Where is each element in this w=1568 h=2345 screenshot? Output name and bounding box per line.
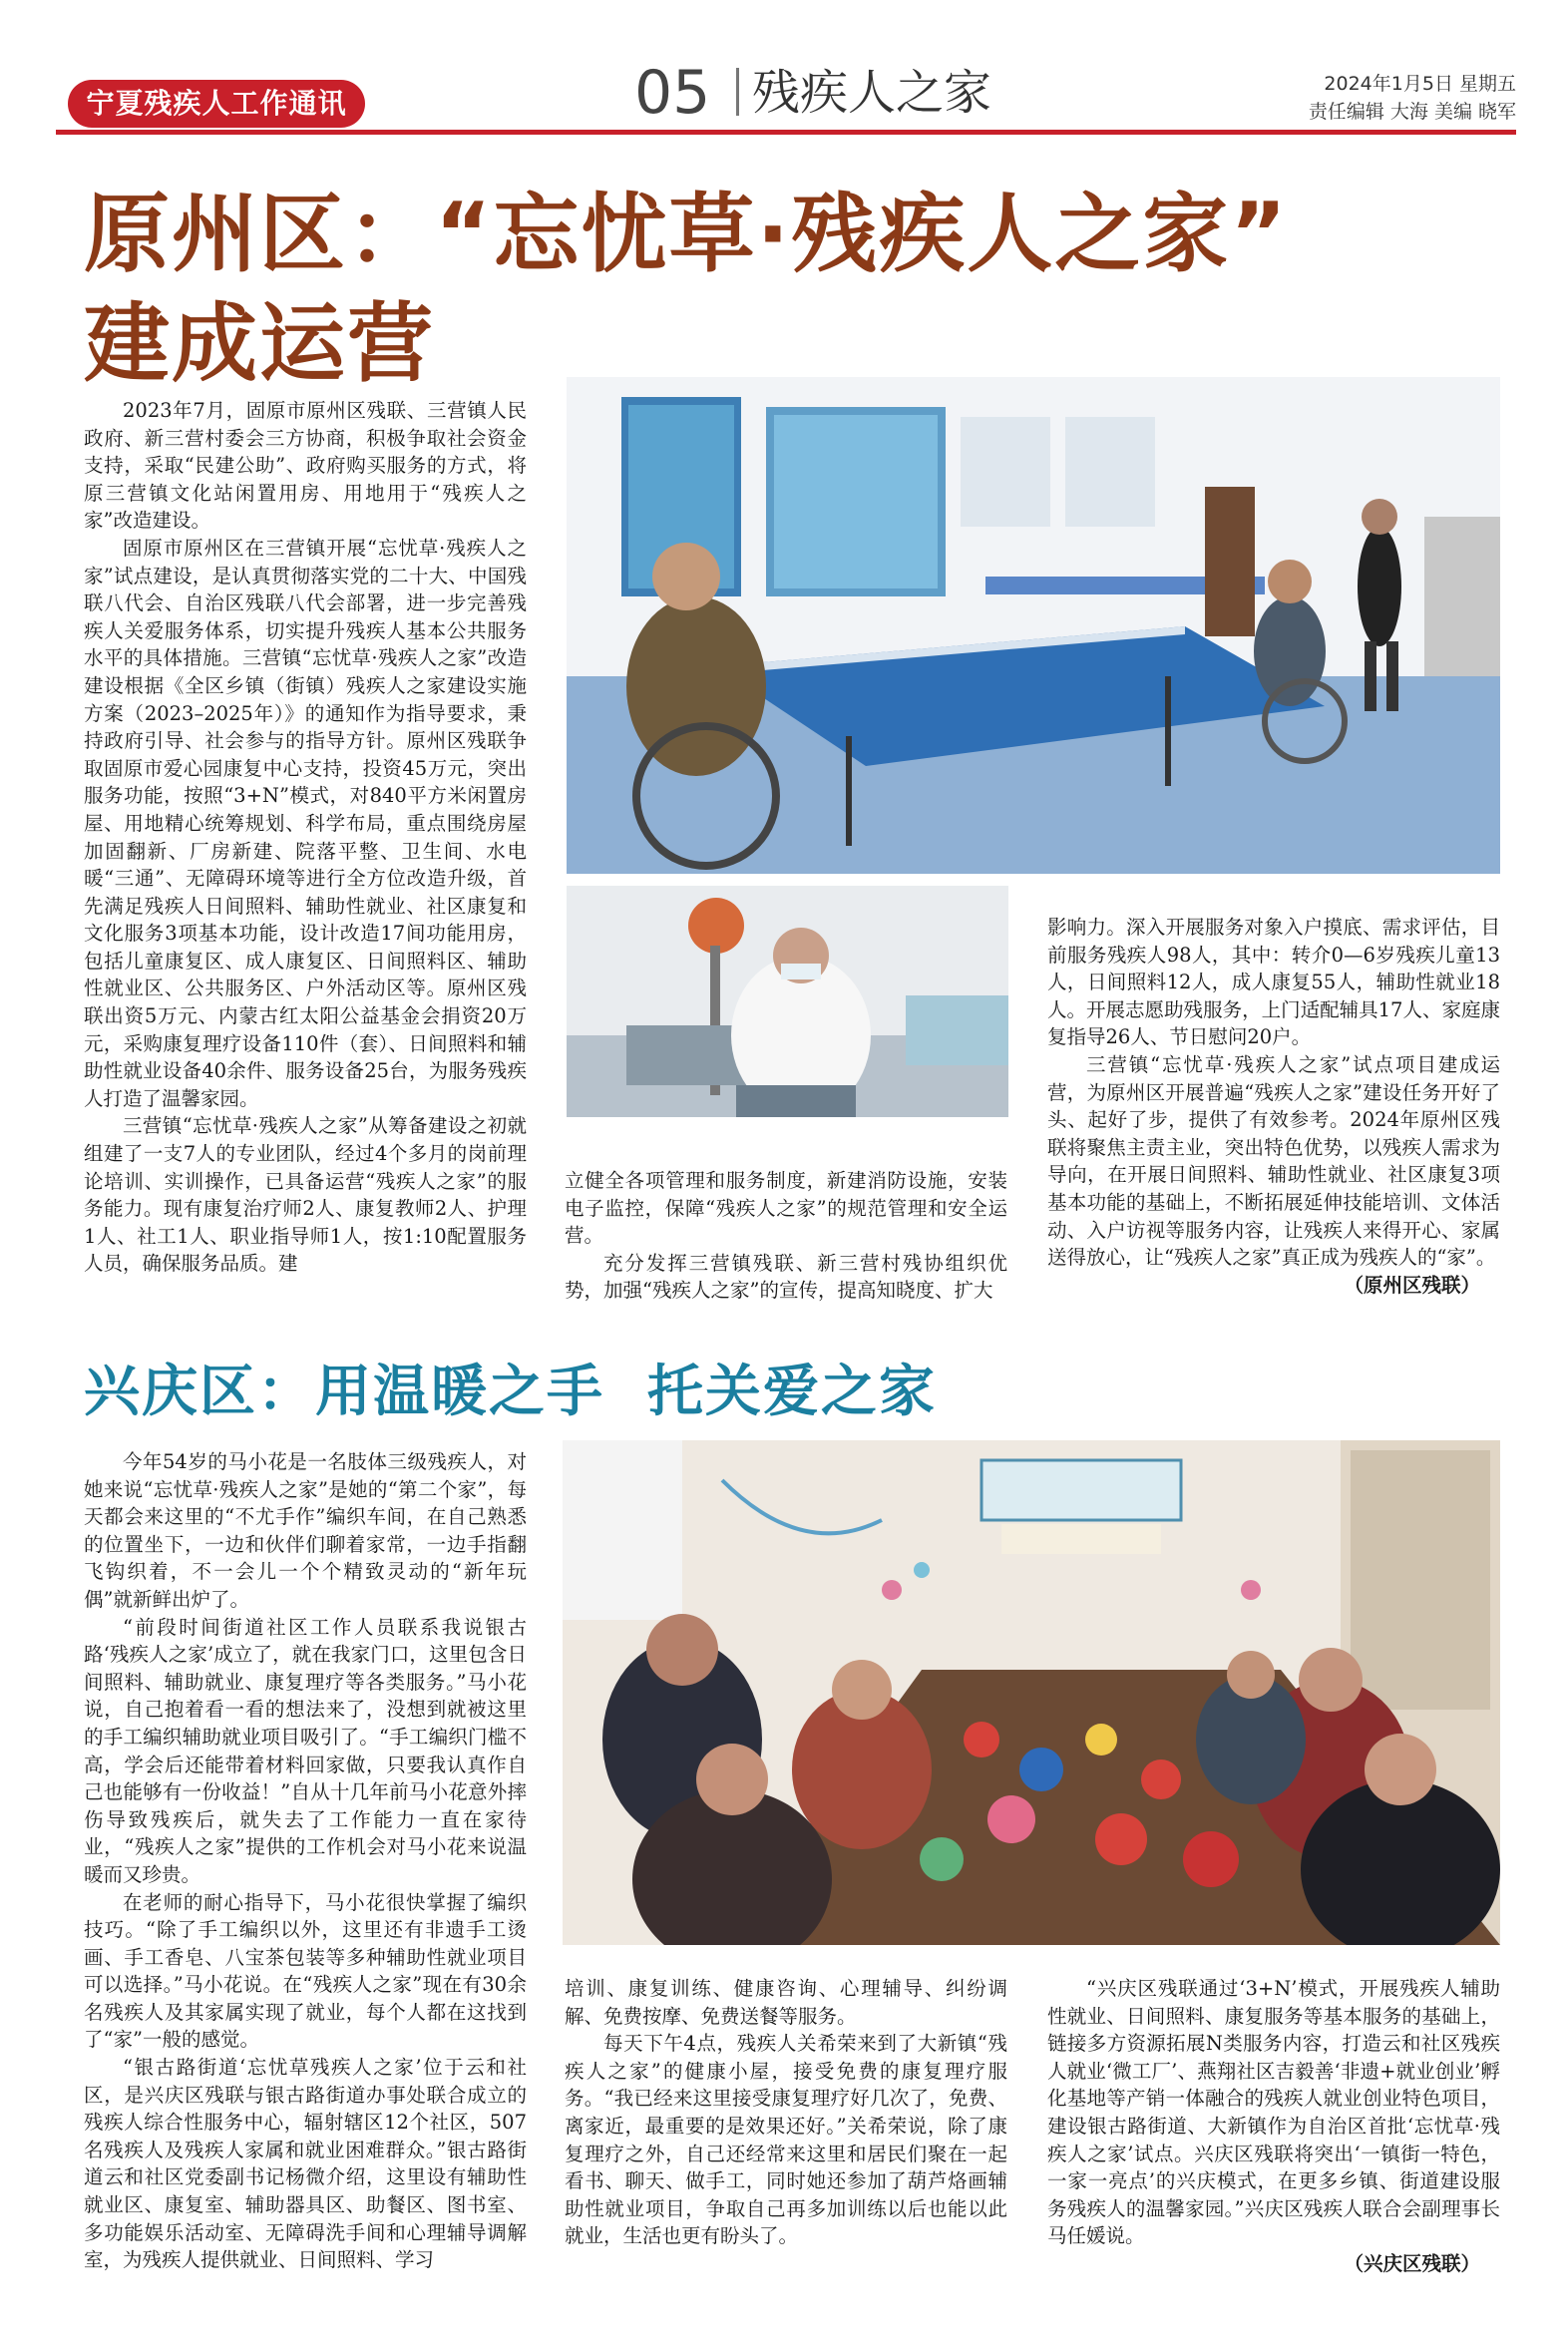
section-title: 残疾人之家	[752, 65, 992, 121]
article2-paragraph: “兴庆区残联通过‘3+N’模式，开展残疾人辅助性就业、日间照料、康复服务等基本服务的基础上，链接多方资源拓展N类服务内容，打造云和社区残疾人就业‘微工厂’、燕翔社区吉毅善‘非遗+就业创业’孵化基地等产销一体融合的残疾人就业创业特色项目，建设银古路街道、大新镇作为自治区首批‘忘忧草·残疾人之家’试点。兴庆区残联将突出‘一镇街一特色，一家一亮点’的兴庆模式，在更多乡镇、街道建设服务残疾人的温馨家园。”兴庆区残疾人联合会副理事长马任媛说。	[1047, 1977, 1500, 2248]
article1-column1	[84, 397, 527, 1278]
issue-date: 2024年1月5日 星期五	[1324, 73, 1516, 95]
article2-column1	[84, 1448, 527, 2274]
article2-column3	[1047, 1975, 1500, 2278]
article1-paragraph: 固原市原州区在三营镇开展“忘忧草·残疾人之家”试点建设，是认真贯彻落实党的二十大、中国残联八代会、自治区残联八代会部署，进一步完善残疾人关爱服务体系，切实提升残疾人基本公共服务水平的具体措施。三营镇“忘忧草·残疾人之家”改造建设根据《全区乡镇（街镇）残疾人之家建设实施方案（2023–2025年）》的通知作为指导要求，秉持政府引导、社会参与的指导方针。原州区残联争取固原市爱心园康复中心支持，投资45万元，突出服务功能，按照“3+N”模式，对840平方米闲置房屋、用地精心统筹规划、科学布局，重点围绕房屋加固翻新、厂房新建、院落平整、卫生间、水电暖“三通”、无障碍环境等进行全方位改造升级，首先满足残疾人日间照料、辅助性就业、社区康复和文化服务3项基本功能，设计改造17间功能用房，包括儿童康复区、成人康复区、日间照料区、辅助性就业区、公共服务区、户外活动区等。原州区残联出资5万元、内蒙古红太阳公益基金会捐资20万元，采购康复理疗设备110件（套）、日间照料和辅助性就业设备40余件、服务设备25台，为服务残疾人打造了温馨家园。	[84, 536, 527, 1110]
article1-column3	[1047, 914, 1500, 1299]
article1-paragraph: 立健全各项管理和服务制度，新建消防设施，安装电子监控，保障“残疾人之家”的规范管理和安全运营。	[565, 1169, 1007, 1248]
article1-headline-line2: 建成运营	[84, 294, 435, 394]
article2-credit: （兴庆区残联）	[1344, 2251, 1480, 2275]
article2-paragraph: 今年54岁的马小花是一名肢体三级残疾人，对她来说“忘忧草·残疾人之家”是她的“第二个家”，每天都会来这里的“不尤手作”编织车间，在自己熟悉的位置坐下，一边和伙伴们聊着家常，一边手指翻飞钩织着，不一会儿一个个精致灵动的“新年玩偶”就新鲜出炉了。	[84, 1450, 527, 1611]
article1-column2	[565, 1167, 1007, 1305]
page-number: 05	[634, 58, 711, 128]
article2-headline: 兴庆区：用温暖之手 托关爱之家	[84, 1360, 937, 1424]
masthead-rule	[56, 130, 1516, 135]
article2-paragraph: 每天下午4点，残疾人关希荣来到了大新镇“残疾人之家”的健康小屋，接受免费的康复理疗服务。“我已经来这里接受康复理疗好几次了，免费、离家近，最重要的是效果还好。”关希荣说，除了康复理疗之外，自己还经常来这里和居民们聚在一起看书、聊天、做手工，同时她还参加了葫芦烙画辅助性就业项目，争取自己再多加训练以后也能以此就业，生活也更有盼头了。	[565, 2032, 1007, 2248]
article2-column2	[565, 1975, 1007, 2250]
article1-paragraph: 三营镇“忘忧草·残疾人之家”从筹备建设之初就组建了一支7人的专业团队，经过4个多月的岗前理论培训、实训操作，已具备运营“残疾人之家”的服务能力。现有康复治疗师2人、康复教师2人、护理1人、社工1人、职业指导师1人，按1:10配置服务人员，确保服务品质。建	[84, 1114, 527, 1276]
masthead-divider	[736, 68, 739, 116]
masthead-info	[1309, 70, 1516, 126]
article1-headline-line1: 原州区：“忘忧草·残疾人之家”	[84, 185, 1289, 284]
article2-paragraph: 在老师的耐心指导下，马小花很快掌握了编织技巧。“除了手工编织以外，这里还有非遗手工烫画、手工香皂、八宝茶包装等多种辅助性就业项目可以选择。”马小花说。在“残疾人之家”现在有30余名残疾人及其家属实现了就业，每个人都在这找到了“家”一般的感觉。	[84, 1890, 527, 2052]
article1-paragraph: 三营镇“忘忧草·残疾人之家”试点项目建成运营，为原州区开展普遍“残疾人之家”建设任务开好了头、起好了步，提供了有效参考。2024年原州区残联将聚焦主责主业，突出特色优势，以残疾人需求为导向，在开展日间照料、辅助性就业、社区康复3项基本功能的基础上，不断拓展延伸技能培训、文体活动、入户访视等服务内容，让残疾人来得开心、家属送得放心，让“残疾人之家”真正成为残疾人的“家”。	[1047, 1052, 1500, 1270]
editor-credits: 责任编辑 大海 美编 晓军	[1308, 101, 1516, 123]
article1-paragraph: 2023年7月，固原市原州区残联、三营镇人民政府、新三营村委会三方协商，积极争取社会资金支持，采取“民建公助”、政府购买服务的方式，将原三营镇文化站闲置用房、用地用于“残疾人之家”改造建设。	[84, 399, 527, 533]
article2-paragraph: “银古路街道‘忘忧草残疾人之家’位于云和社区，是兴庆区残联与银古路街道办事处联合成立的残疾人综合性服务中心，辐射辖区12个社区，507名残疾人及残疾人家属和就业困难群众。”银古路街道云和社区党委副书记杨微介绍，这里设有辅助性就业区、康复室、辅助器具区、助餐区、图书室、多功能娱乐活动室、无障碍洗手间和心理辅导调解室，为残疾人提供就业、日间照料、学习	[84, 2056, 527, 2272]
article1-headline	[84, 180, 1289, 399]
article1-credit: （原州区残联）	[1344, 1273, 1480, 1297]
photo-knitting-workshop	[563, 1440, 1500, 1945]
article1-paragraph: 充分发挥三营镇残联、新三营村残协组织优势，加强“残疾人之家”的宣传，提高知晓度、扩大	[565, 1251, 1007, 1303]
photo-table-tennis	[567, 377, 1500, 874]
article1-paragraph: 影响力。深入开展服务对象入户摸底、需求评估，目前服务残疾人98人，其中：转介0—6岁残疾儿童13人，日间照料12人，成人康复55人，辅助性就业18人。开展志愿助残服务，上门适配辅具17人、家庭康复指导26人、节日慰问20户。	[1047, 916, 1500, 1049]
article2-paragraph: “前段时间街道社区工作人员联系我说银古路‘残疾人之家’成立了，就在我家门口，这里包含日间照料、辅助就业、康复理疗等各类服务。”马小花说，自己抱着看一看的想法来了，没想到就被这里的手工编织辅助就业项目吸引了。“手工编织门槛不高，学会后还能带着材料回家做，只要我认真作自己也能够有一份收益！”自从十几年前马小花意外摔伤导致残疾后，就失去了工作能力一直在家待业，“残疾人之家”提供的工作机会对马小花来说温暖而又珍贵。	[84, 1615, 527, 1886]
newspaper-name-badge: 宁夏残疾人工作通讯	[68, 80, 365, 128]
article2-paragraph: 培训、康复训练、健康咨询、心理辅导、纠纷调解、免费按摩、免费送餐等服务。	[565, 1977, 1007, 2028]
photo-rehab-therapy	[567, 886, 1008, 1117]
